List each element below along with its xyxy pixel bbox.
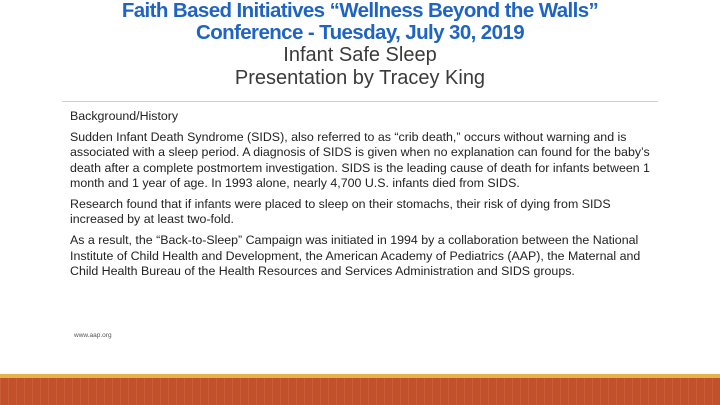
paragraph-sids-definition: Sudden Infant Death Syndrome (SIDS), also referred to as “crib death,” occurs without warning and is associated with a sleep period. A diagnosis of SIDS is given when no explanation can found for the baby’s death after a complete postmortem investigation. SIDS is the leading cause of death for infants between 1 month and 1 year of age. In 1993 alone, nearly 4,700 U.S. infants died from SIDS.	[70, 130, 650, 190]
title-divider	[62, 101, 658, 102]
slide-title-line-2: Conference - Tuesday, July 30, 2019	[195, 21, 525, 44]
section-heading: Background/History	[70, 109, 179, 123]
slide-title-block	[60, 0, 660, 90]
slide-subtitle-line-1: Infant Safe Sleep	[283, 44, 437, 66]
slide-body	[70, 109, 654, 285]
slide-subtitle-line-2: Presentation by Tracey King	[234, 67, 486, 89]
source-citation: www.aap.org	[74, 332, 112, 339]
slide-title-line-1: Faith Based Initiatives “Wellness Beyond the Walls”	[121, 0, 599, 22]
footer-texture	[0, 378, 720, 405]
paragraph-research-finding: Research found that if infants were placed to sleep on their stomachs, their risk of dying from SIDS increased by at least two-fold.	[70, 197, 611, 227]
paragraph-back-to-sleep: As a result, the “Back-to-Sleep” Campaign was initiated in 1994 by a collaboration between the National Institute of Child Health and Development, the American Academy of Pediatrics (AAP), the Maternal and Child Health Bureau of the Health Resources and Services Administration and SIDS groups.	[70, 233, 641, 278]
